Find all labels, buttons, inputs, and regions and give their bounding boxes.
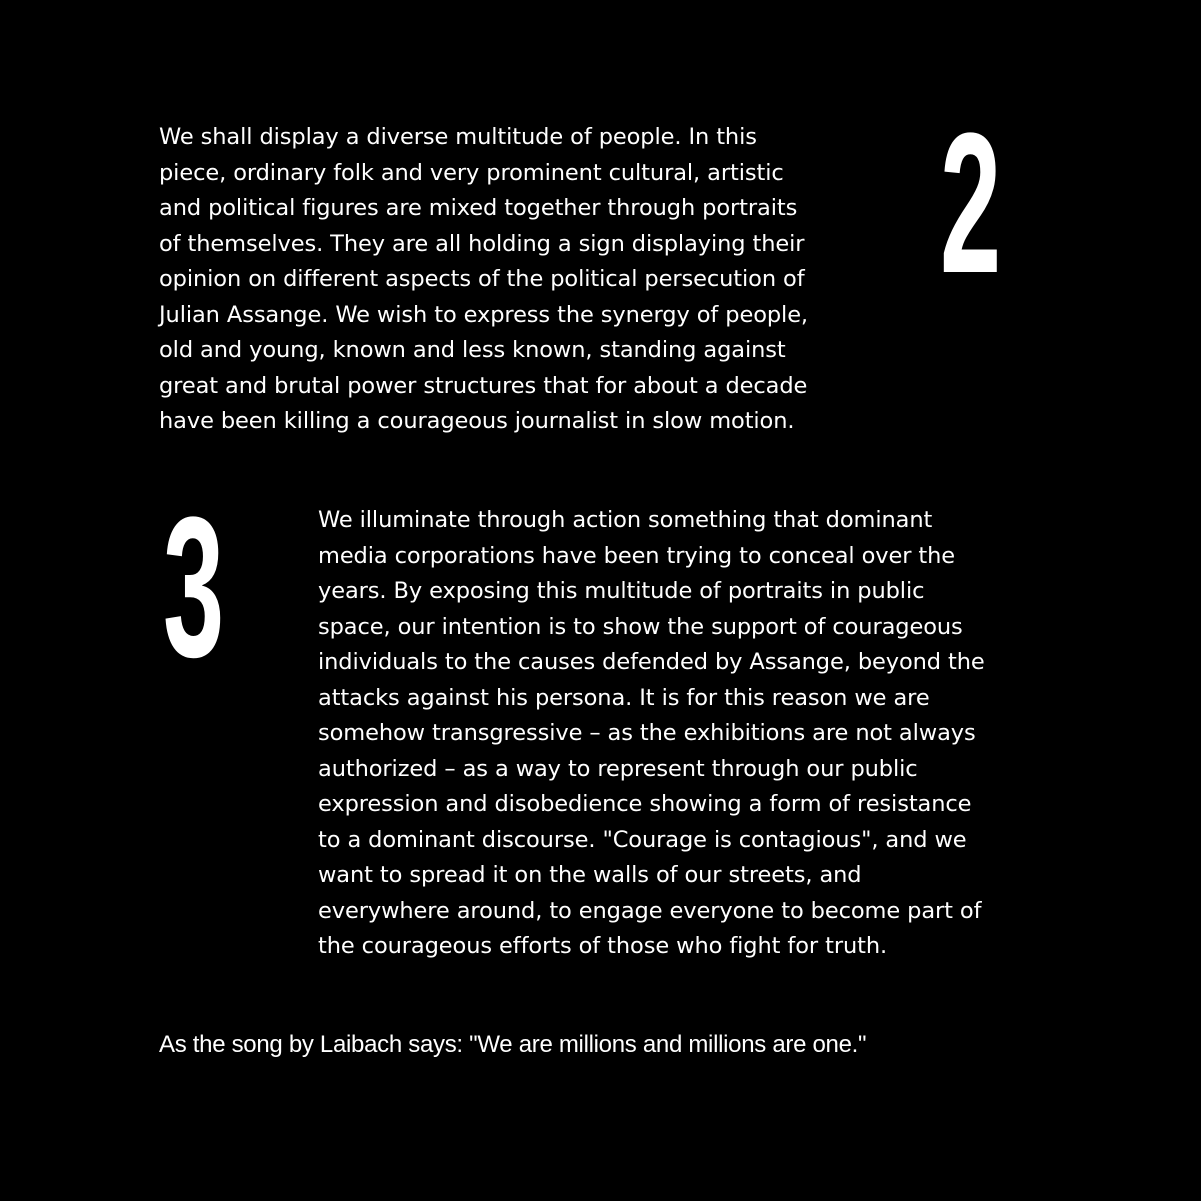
text-line: piece, ordinary folk and very prominent cultural, artistic xyxy=(159,159,784,186)
text-line: somehow transgressive – as the exhibitions are not always xyxy=(318,720,976,746)
text-line: great and brutal power structures that for about a decade xyxy=(159,372,808,399)
text-line: years. By exposing this multitude of portraits in public xyxy=(318,578,925,604)
text-line: We shall display a diverse multitude of people. In this xyxy=(159,124,757,150)
text-line: everywhere around, to engage everyone to become part of xyxy=(318,897,982,924)
section-2-paragraph xyxy=(159,120,879,440)
text-line: attacks against his persona. It is for this reason we are xyxy=(318,684,930,711)
section-3-paragraph xyxy=(318,503,1038,965)
text-line: opinion on different aspects of the political persecution of xyxy=(159,266,805,292)
text-line: expression and disobedience showing a form of resistance xyxy=(318,791,972,817)
text-line: want to spread it on the walls of our streets, and xyxy=(318,862,862,888)
section-number-3: 3 xyxy=(163,476,225,699)
text-line: to a dominant discourse. "Courage is contagious", and we xyxy=(318,826,967,853)
text-line: have been killing a courageous journalist in slow motion. xyxy=(159,408,795,434)
section-2-text xyxy=(159,120,879,440)
closing-quote: As the song by Laibach says: "We are millions and millions are one." xyxy=(159,1031,867,1058)
text-line: Julian Assange. We wish to express the synergy of people, xyxy=(159,301,808,328)
text-line: space, our intention is to show the support of courageous xyxy=(318,613,963,640)
section-3-text xyxy=(318,503,1038,965)
section-number-2: 2 xyxy=(940,92,1002,315)
text-line: the courageous efforts of those who fight for truth. xyxy=(318,933,888,959)
text-line: of themselves. They are all holding a sign displaying their xyxy=(159,230,805,257)
text-line: individuals to the causes defended by Assange, beyond the xyxy=(318,649,985,675)
text-line: authorized – as a way to represent through our public xyxy=(318,755,918,782)
text-line: old and young, known and less known, standing against xyxy=(159,337,786,363)
text-line: We illuminate through action something that dominant xyxy=(318,507,933,533)
text-line: media corporations have been trying to conceal over the xyxy=(318,542,956,569)
text-line: and political figures are mixed together through portraits xyxy=(159,195,798,221)
